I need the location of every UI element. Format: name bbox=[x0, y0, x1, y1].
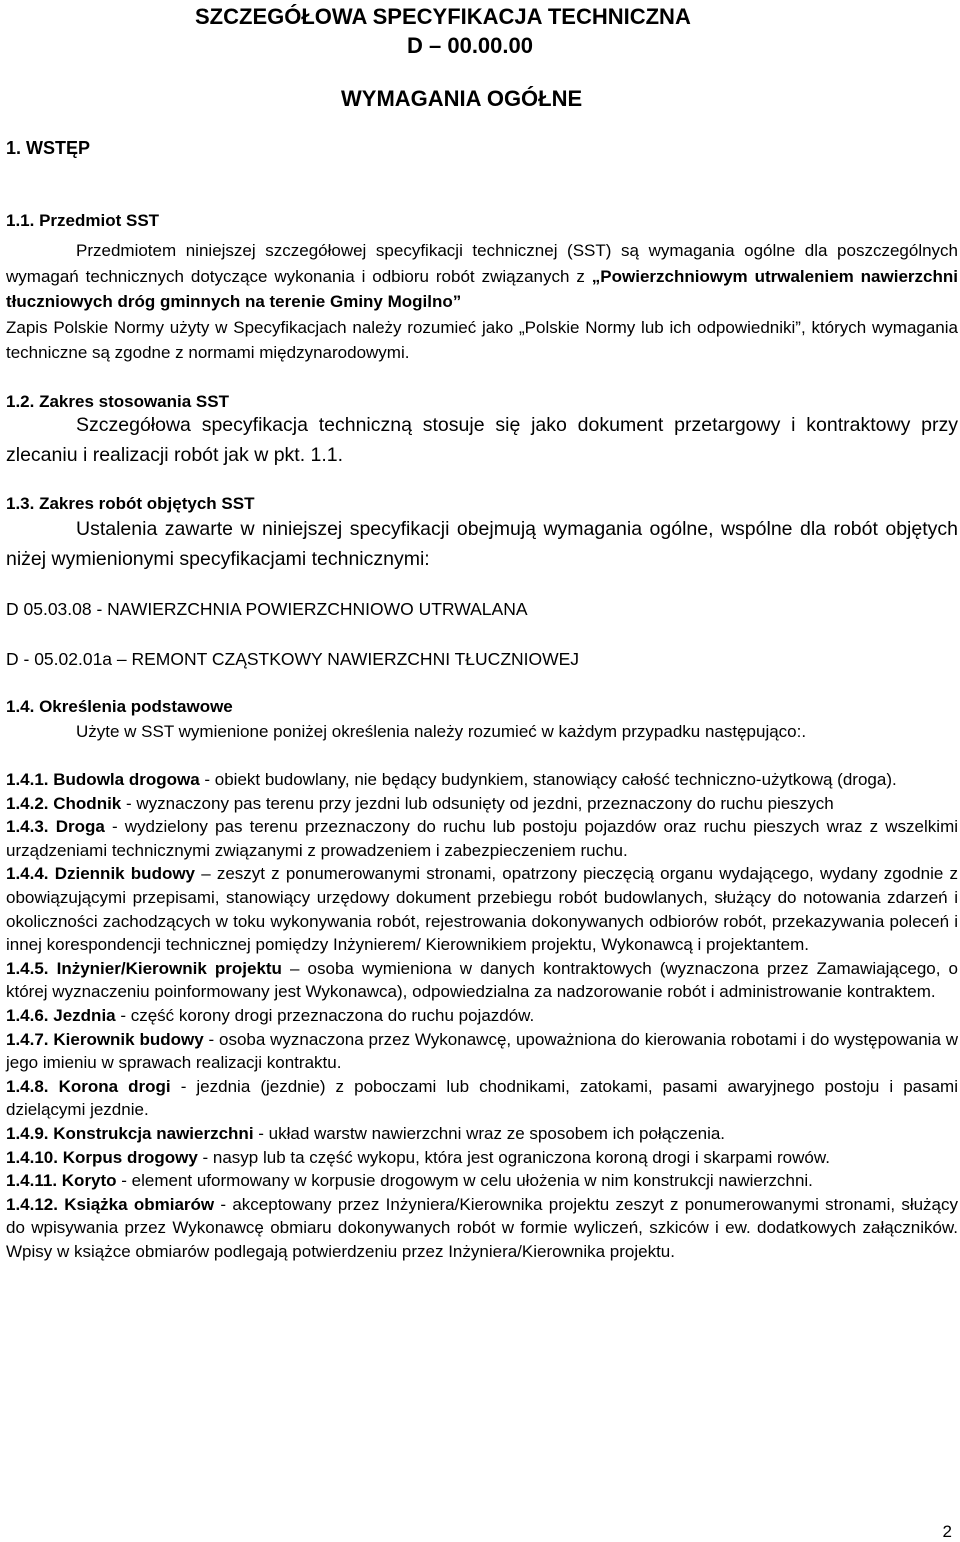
page-number: 2 bbox=[942, 1522, 952, 1541]
section-heading-1: 1. WSTĘP bbox=[6, 138, 91, 158]
definition-text: - akceptowany przez Inżyniera/Kierownika projektu zeszyt z ponumerowanymi stronami, służący do wpisywania przez Wykonawcę obmiaru dokonywanych robót w formie wyliczeń, szkiców i ew. dodatkowych załączników. Wpisy w książce obmiarów podlegają potwierdzeniu przez Inżyniera/Kierownika projektu. bbox=[6, 1194, 959, 1261]
definition-term: Korpus drogowy bbox=[62, 1147, 198, 1167]
paragraph bbox=[6, 238, 958, 315]
definition-text: - obiekt budowlany, nie będący budynkiem, stanowiący całość techniczno-użytkową (droga). bbox=[199, 770, 897, 789]
paragraph: Szczegółowa specyfikacja techniczną stosuje się jako dokument przetargowy i kontraktowy przy zlecaniu i realizacji robót jak w pkt. 1.1. bbox=[6, 414, 958, 466]
paragraph-text: Przedmiotem niniejszej szczegółowej specyfikacji technicznej (SST) są wymagania ogólne dla poszczególnych wymagań technicznych dotyczące wykonania i odbioru robót związanych z bbox=[6, 241, 958, 286]
definition-term: Konstrukcja nawierzchni bbox=[53, 1123, 254, 1143]
section-1-1-body bbox=[6, 238, 958, 366]
definition-item bbox=[6, 768, 958, 792]
section-heading-1-3: 1.3. Zakres robót objętych SST bbox=[6, 494, 255, 513]
section-1-2-body bbox=[6, 410, 958, 470]
project-name: „Powierzchniowym utrwaleniem nawierzchni tłuczniowych dróg gminnych na terenie Gminy Mogilno” bbox=[6, 266, 958, 311]
definition-term: Chodnik bbox=[53, 793, 122, 813]
paragraph: Ustalenia zawarte w niniejszej specyfikacji obejmują wymagania ogólne, wspólne dla robót objętych niżej wymienionymi specyfikacjami technicznymi: bbox=[6, 518, 958, 570]
definition-number: 1.4.2. bbox=[6, 793, 54, 813]
definition-text: - jezdnia (jezdnie) z poboczami lub chodnikami, zatokami, pasami awaryjnego postoju i pasami dzielącymi jezdnie. bbox=[6, 1076, 958, 1120]
definition-item bbox=[6, 815, 958, 862]
section-1-4-body bbox=[6, 720, 958, 744]
definition-term: Budowla drogowa bbox=[53, 770, 200, 789]
definition-number: 1.4.6. bbox=[6, 1005, 54, 1025]
definition-item bbox=[6, 792, 958, 816]
definition-item bbox=[6, 1028, 958, 1075]
paragraph: Zapis Polskie Normy użyty w Specyfikacjach należy rozumieć jako „Polskie Normy lub ich odpowiedniki”, których wymagania techniczne są zgodne z normami międzynarodowymi. bbox=[6, 317, 958, 362]
definition-item bbox=[6, 957, 958, 1004]
definition-number: 1.4.11. bbox=[6, 1171, 62, 1191]
definition-text: - układ warstw nawierzchni wraz ze sposobem ich połączenia. bbox=[253, 1123, 726, 1143]
definition-number: 1.4.12. bbox=[6, 1194, 65, 1214]
definition-number: 1.4.9. bbox=[6, 1123, 54, 1143]
section-1-3-body bbox=[6, 514, 958, 574]
definition-text: – osoba wymieniona w danych kontraktowych (wyznaczona przez Zamawiającego, o której wyznaczeniu poinformowany jest Wykonawca), odpowiedzialna za nadzorowanie robót i administrowanie kontraktem. bbox=[6, 958, 958, 1002]
definitions-list bbox=[6, 768, 958, 1263]
definition-number: 1.4.5. bbox=[6, 958, 57, 978]
definition-text: – zeszyt z ponumerowanymi stronami, opatrzony pieczęcią organu wydającego, wydany zgodnie z obowiązującymi przepisami, stanowiący urzędowy dokument przebiegu robót budowlanych, służący do notowania zdarzeń i okoliczności zachodzących w toku wykonywania robót, rejestrowania dokonywanych odbiorów robót, przekazywania poleceń i innej korespondencji technicznej pomiędzy Inżynierem/ Kierownikiem projektu, Wykonawcą i projektantem. bbox=[6, 864, 958, 955]
definition-text: - wydzielony pas terenu przeznaczony do ruchu lub postoju pojazdów oraz ruchu pieszych wraz z wszelkimi urządzeniami technicznymi związanymi z prowadzeniem i zabezpieczeniem ruchu. bbox=[6, 817, 959, 860]
definition-term: Droga bbox=[55, 817, 105, 837]
definition-number: 1.4.3. bbox=[6, 817, 56, 837]
definition-text: - element uformowany w korpusie drogowym w celu ułożenia w nim konstrukcji nawierzchni. bbox=[116, 1171, 813, 1191]
definition-item bbox=[6, 862, 958, 956]
definition-term: Korona drogi bbox=[58, 1076, 171, 1096]
definition-number: 1.4.4. bbox=[6, 864, 55, 884]
section-heading-1-2: 1.2. Zakres stosowania SST bbox=[6, 392, 229, 411]
section-heading-1-1: 1.1. Przedmiot SST bbox=[6, 211, 160, 230]
spec-code: D – 00.00.00 bbox=[407, 33, 533, 58]
definition-number: 1.4.7. bbox=[6, 1029, 54, 1049]
spec-list-item: D 05.03.08 - NAWIERZCHNIA POWIERZCHNIOWO UTRWALANA bbox=[6, 599, 528, 619]
definition-item bbox=[6, 1193, 958, 1264]
definition-text: - wyznaczony pas terenu przy jezdni lub odsunięty od jezdni, przeznaczony do ruchu pieszych bbox=[121, 793, 834, 813]
definition-number: 1.4.1. bbox=[6, 770, 54, 789]
definition-number: 1.4.8. bbox=[6, 1076, 59, 1096]
definition-text: - część korony drogi przeznaczona do ruchu pojazdów. bbox=[115, 1005, 535, 1025]
document-title: SZCZEGÓŁOWA SPECYFIKACJA TECHNICZNA bbox=[195, 4, 691, 29]
definition-item bbox=[6, 1122, 958, 1146]
definition-item bbox=[6, 1004, 958, 1028]
definition-text: - osoba wyznaczona przez Wykonawcę, upoważniona do kierowania robotami i do występowania w jego imieniu w sprawach realizacji kontraktu. bbox=[6, 1029, 959, 1073]
definition-item bbox=[6, 1169, 958, 1193]
definition-term: Jezdnia bbox=[53, 1005, 116, 1025]
definition-item bbox=[6, 1146, 958, 1170]
definition-term: Dziennik budowy bbox=[54, 864, 196, 884]
definition-term: Inżynier/Kierownik projektu bbox=[56, 958, 282, 978]
definition-text: - nasyp lub ta część wykopu, która jest ograniczona koroną drogi i skarpami rowów. bbox=[197, 1147, 830, 1167]
definition-term: Książka obmiarów bbox=[64, 1194, 215, 1214]
definition-term: Koryto bbox=[61, 1171, 117, 1191]
definition-term: Kierownik budowy bbox=[53, 1029, 204, 1049]
paragraph: Użyte w SST wymienione poniżej określenia należy rozumieć w każdym przypadku następująco:. bbox=[76, 722, 807, 741]
definition-item bbox=[6, 1075, 958, 1122]
section-heading-1-4: 1.4. Określenia podstawowe bbox=[6, 697, 233, 716]
definition-number: 1.4.10. bbox=[6, 1147, 63, 1167]
document-subtitle: WYMAGANIA OGÓŁNE bbox=[341, 86, 583, 111]
spec-list-item: D - 05.02.01a – REMONT CZĄSTKOWY NAWIERZCHNI TŁUCZNIOWEJ bbox=[6, 649, 580, 669]
